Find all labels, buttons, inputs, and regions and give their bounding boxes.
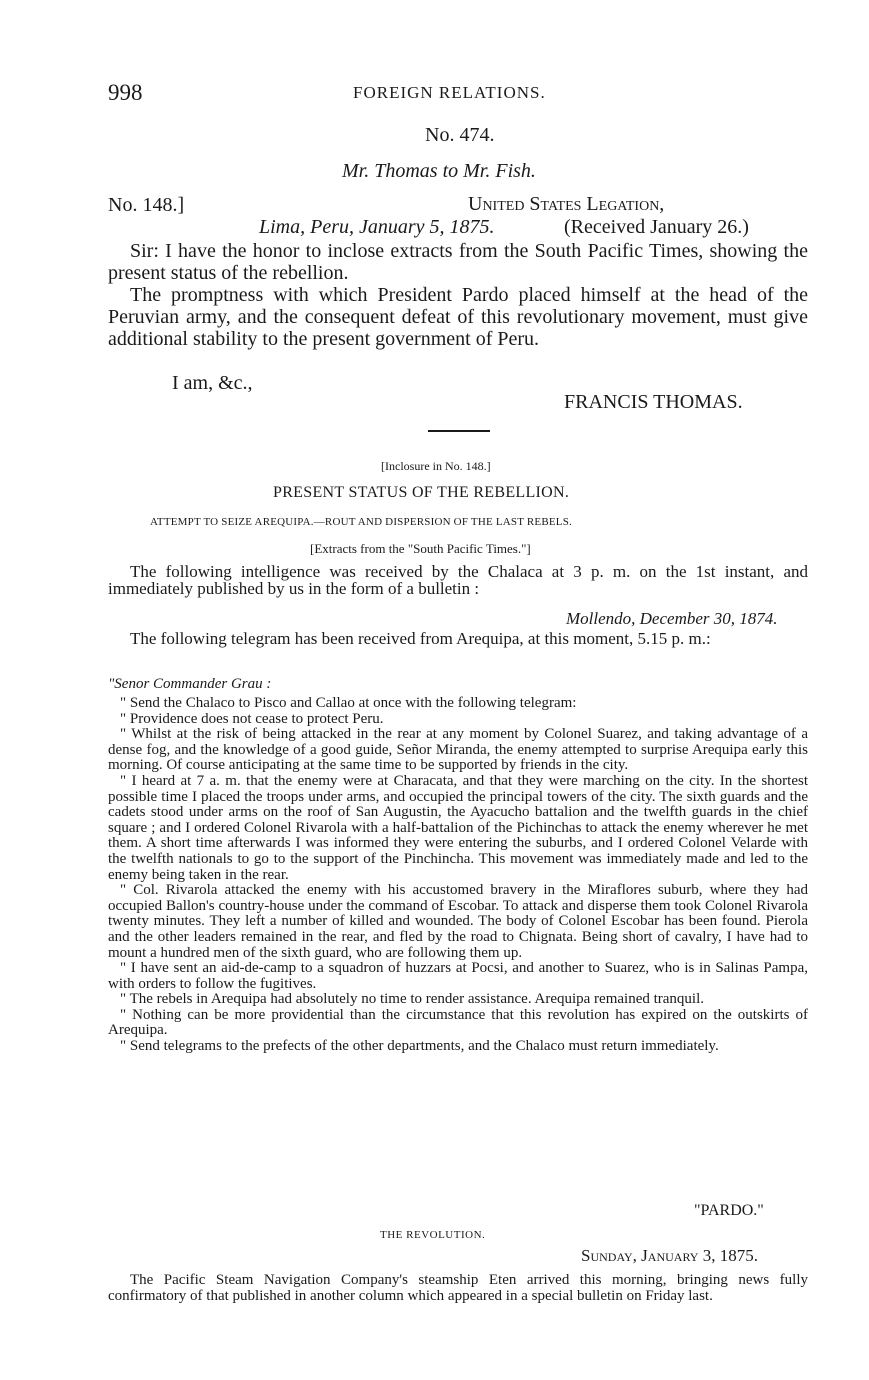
inclosure-source: [Extracts from the "South Pacific Times."] [310, 541, 531, 556]
letter-heading: Mr. Thomas to Mr. Fish. [342, 160, 536, 182]
telegram-signoff: "PARDO." [694, 1202, 764, 1219]
last-paragraph: The Pacific Steam Navigation Company's steamship Eten arrived this morning, bringing news fully confirmatory of that published in another column which appeared in a special bulletin on Friday last. [108, 1272, 808, 1304]
section-date-text: Sunday, January 3, 1875. [581, 1246, 758, 1265]
page-number: 998 [108, 80, 143, 105]
telegram-paragraph: " Whilst at the risk of being attacked in the rear at any moment by Colonel Suarez, and taking advantage of a dense fog, and the knowledge of a good guide, Señor Miranda, the enemy attempted to surprise Arequipa early this morning. Of course anticipating at the same time to be supported by friends in the city. [108, 726, 808, 774]
divider [428, 430, 490, 432]
telegram-paragraph: " Send the Chalaco to Pisco and Callao at once with the following telegram: [120, 695, 577, 711]
telegram-paragraph: " I heard at 7 a. m. that the enemy were at Characata, and that they were marching on the city. In the shortest possible time I placed the troops under arms, and occupied the principal towers of the city. The sixth guards and the cadets stood under arms on the roof of San Augustin, the Ayacucho battalion and the twelfth guards in the chief square ; and I ordered Colonel Rivarola with a half-battalion of the Pichinchas to attack the enemy wherever he met them. A short time afterwards I was informed they were entering the suburbs, and I ordered Colonel Velarde with the twelfth nationals to go to the support of the Pinchincha. This movement was immediately made and led to the enemy being taken in the rear. [108, 772, 808, 883]
dispatch-number: No. 148.] [108, 194, 185, 216]
letter-body [108, 240, 808, 350]
inclosure-title: PRESENT STATUS OF THE REBELLION. [273, 484, 570, 501]
place-date: Lima, Peru, January 5, 1875. [259, 216, 495, 238]
inclosure-intro: The following intelligence was received by the Chalaca at 3 p. m. on the 1st instant, and immediately published by us in the form of a bulletin : [108, 562, 808, 598]
section-title: THE REVOLUTION. [380, 1229, 486, 1241]
running-title: FOREIGN RELATIONS. [353, 83, 546, 102]
received-date: (Received January 26.) [564, 216, 749, 238]
closing: I am, &c., [172, 372, 253, 394]
telegram-paragraph: " The rebels in Arequipa had absolutely no time to render assistance. Arequipa remained tranquil. [120, 991, 705, 1008]
telegram-paragraph: " Nothing can be more providential than the circumstance that this revolution has expired on the outskirts of Arequipa. [108, 1006, 808, 1039]
telegram-paragraph: " Send telegrams to the prefects of the other departments, and the Chalaco must return immediately. [120, 1038, 719, 1055]
letter-paragraph: The promptness with which President Pardo placed himself at the head of the Peruvian army, and the consequent defeat of this revolutionary movement, must give additional stability to the present government of Peru. [108, 284, 808, 350]
signature: FRANCIS THOMAS. [564, 391, 743, 413]
section-date [581, 1246, 758, 1266]
telegram-body [108, 696, 808, 1055]
salutation: "Senor Commander Grau : [108, 676, 272, 692]
telegram-paragraph: " Providence does not cease to protect Peru. [120, 710, 384, 727]
telegram-paragraph: " Col. Rivarola attacked the enemy with his accustomed bravery in the Miraflores suburb, where they had occupied Ballon's country-house under the command of Escobar. To attack and disperse them took Colonel Rivarola twenty minutes. They left a number of killed and wounded. The body of Colonel Escobar has been found. Pierola and the other leaders remained in the rear, and fled by the road to Chignata. Being short of cavalry, I have had to mount a hundred men of the sixth guard, who are following them up. [108, 882, 808, 961]
inclosure-subtitle: ATTEMPT TO SEIZE AREQUIPA.—ROUT AND DISPERSION OF THE LAST REBELS. [150, 516, 572, 528]
dateline: Mollendo, December 30, 1874. [566, 609, 778, 628]
inclosure-label: [Inclosure in No. 148.] [381, 459, 491, 473]
legation-name: United States Legation, [468, 193, 665, 215]
document-number: No. 474. [425, 124, 495, 146]
letter-paragraph: Sir: I have the honor to inclose extracts from the South Pacific Times, showing the present status of the rebellion. [108, 240, 808, 284]
telegram-paragraph: " I have sent an aid-de-camp to a squadron of huzzars at Pocsi, and another to Suarez, who is in Salinas Pampa, with orders to follow the fugitives. [108, 960, 808, 992]
telegram-intro: The following telegram has been received from Arequipa, at this moment, 5.15 p. m.: [130, 629, 711, 648]
